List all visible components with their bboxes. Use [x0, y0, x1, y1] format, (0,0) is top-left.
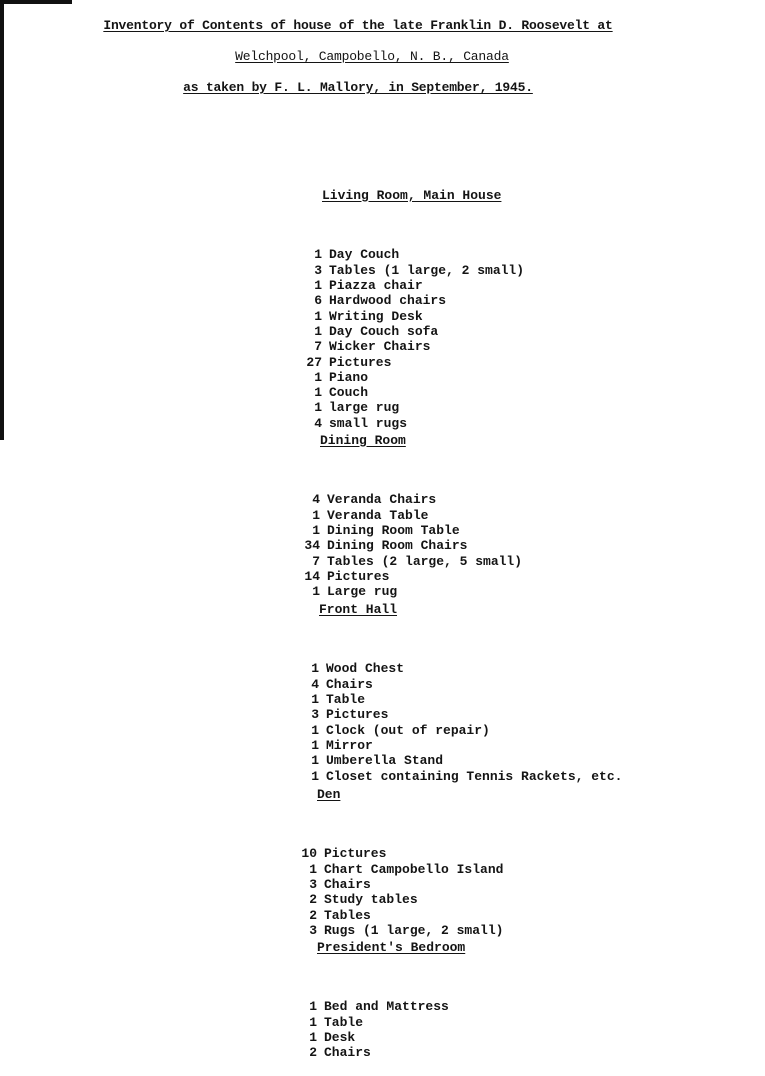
item-quantity: 1: [311, 768, 319, 784]
inventory-item: [295, 862, 503, 877]
item-quantity: 1: [314, 308, 322, 324]
item-description: Bed and Mattress: [324, 999, 449, 1015]
item-description: Clock (out of repair): [326, 722, 490, 738]
item-spacer: [317, 1045, 324, 1060]
item-quantity: 10: [301, 846, 317, 862]
section-title: Den: [317, 786, 341, 802]
item-spacer: [317, 892, 324, 907]
item-quantity: 3: [311, 707, 319, 723]
item-quantity: 1: [314, 278, 322, 294]
item-quantity: 6: [314, 293, 322, 309]
section-title: Front Hall: [319, 601, 398, 617]
item-description: Veranda Chairs: [327, 492, 437, 508]
item-quantity: 1: [311, 753, 319, 769]
item-spacer: [319, 692, 326, 707]
item-spacer: [317, 999, 324, 1014]
item-spacer: [317, 1015, 324, 1030]
scan-edge-mark: [0, 0, 4, 440]
section-title: President's Bedroom: [317, 939, 466, 955]
inventory-item: [300, 355, 524, 370]
inventory-item: [295, 999, 465, 1014]
inventory-item: [300, 263, 524, 278]
item-description: Closet containing Tennis Rackets, etc.: [326, 768, 623, 784]
item-spacer: [320, 523, 327, 538]
item-quantity: 1: [311, 737, 319, 753]
inventory-item: [300, 324, 524, 339]
inventory-item: [295, 846, 503, 861]
document-title-line-3: as taken by F. L. Mallory, in September, 1945.: [183, 80, 533, 95]
item-description: Day Couch: [329, 247, 400, 263]
item-quantity: 3: [309, 922, 317, 938]
item-list: [295, 999, 465, 1060]
item-spacer: [320, 492, 327, 507]
document-title-line-2: Welchpool, Campobello, N. B., Canada: [235, 49, 509, 64]
item-description: Veranda Table: [327, 507, 429, 523]
inventory-item: [300, 339, 524, 354]
section-title: Dining Room: [320, 432, 406, 448]
item-quantity: 7: [314, 339, 322, 355]
item-description: Chairs: [324, 877, 371, 893]
item-description: Chairs: [326, 676, 373, 692]
item-spacer: [319, 738, 326, 753]
item-description: Umberella Stand: [326, 753, 444, 769]
item-description: Tables (2 large, 5 small): [327, 553, 523, 569]
item-quantity: 34: [304, 538, 320, 554]
inventory-item: [295, 1045, 465, 1060]
item-description: Study tables: [324, 892, 418, 908]
item-quantity: 27: [306, 354, 322, 370]
item-quantity: 4: [314, 415, 322, 431]
item-spacer: [322, 324, 329, 339]
item-spacer: [319, 723, 326, 738]
item-spacer: [317, 1030, 324, 1045]
inventory-item: [298, 538, 522, 553]
item-spacer: [322, 247, 329, 262]
item-description: Pictures: [326, 707, 389, 723]
section-presidents-bedroom: [295, 909, 465, 1076]
item-quantity: 3: [309, 877, 317, 893]
item-spacer: [322, 355, 329, 370]
item-description: Day Couch sofa: [329, 323, 439, 339]
item-quantity: 1: [309, 1030, 317, 1046]
item-quantity: 1: [314, 323, 322, 339]
inventory-item: [295, 877, 503, 892]
item-description: Couch: [329, 385, 369, 401]
scan-edge-mark: [0, 0, 72, 4]
item-quantity: 14: [304, 568, 320, 584]
inventory-item: [297, 661, 622, 676]
item-description: Chairs: [324, 1045, 371, 1061]
item-description: Tables (1 large, 2 small): [329, 262, 525, 278]
item-quantity: 1: [314, 369, 322, 385]
item-quantity: 1: [309, 999, 317, 1015]
item-description: Hardwood chairs: [329, 293, 447, 309]
inventory-item: [300, 293, 524, 308]
item-quantity: 1: [311, 722, 319, 738]
item-spacer: [322, 293, 329, 308]
inventory-item: [298, 508, 522, 523]
item-quantity: 1: [309, 1014, 317, 1030]
item-quantity: 1: [314, 385, 322, 401]
item-description: Mirror: [326, 737, 373, 753]
item-spacer: [317, 862, 324, 877]
item-quantity: 1: [314, 400, 322, 416]
item-quantity: 1: [312, 507, 320, 523]
item-description: Chart Campobello Island: [324, 861, 504, 877]
inventory-item: [300, 247, 524, 262]
item-description: Writing Desk: [329, 308, 423, 324]
item-description: Wood Chest: [326, 661, 405, 677]
item-description: large rug: [329, 400, 400, 416]
item-description: Desk: [324, 1030, 356, 1046]
item-quantity: 4: [311, 676, 319, 692]
item-description: Dining Room Table: [327, 523, 460, 539]
inventory-item: [300, 278, 524, 293]
item-spacer: [322, 263, 329, 278]
item-spacer: [317, 846, 324, 861]
item-description: small rugs: [329, 415, 408, 431]
item-quantity: 3: [314, 262, 322, 278]
section-title: Living Room, Main House: [322, 187, 502, 203]
item-quantity: 4: [312, 492, 320, 508]
document-title-line-1: Inventory of Contents of house of the late Franklin D. Roosevelt at: [103, 18, 613, 33]
item-quantity: 1: [312, 584, 320, 600]
item-quantity: 1: [314, 247, 322, 263]
item-description: Tables: [324, 907, 371, 923]
item-spacer: [319, 707, 326, 722]
item-description: Piazza chair: [329, 278, 423, 294]
item-quantity: 2: [309, 892, 317, 908]
item-description: Rugs (1 large, 2 small): [324, 922, 504, 938]
inventory-item: [298, 554, 522, 569]
item-description: Pictures: [327, 568, 390, 584]
inventory-item: [295, 1030, 465, 1045]
inventory-item: [295, 1015, 465, 1030]
item-description: Piano: [329, 369, 369, 385]
inventory-item: [297, 677, 622, 692]
inventory-item: [298, 492, 522, 507]
item-description: Wicker Chairs: [329, 339, 431, 355]
inventory-item: [298, 523, 522, 538]
item-spacer: [320, 554, 327, 569]
inventory-item: [297, 692, 622, 707]
item-description: Large rug: [327, 584, 398, 600]
item-spacer: [322, 385, 329, 400]
item-spacer: [317, 877, 324, 892]
inventory-item: [300, 370, 524, 385]
item-description: Dining Room Chairs: [327, 538, 468, 554]
item-description: Table: [326, 692, 366, 708]
inventory-item: [300, 385, 524, 400]
inventory-item: [297, 723, 622, 738]
item-description: Pictures: [324, 846, 387, 862]
item-spacer: [322, 370, 329, 385]
inventory-item: [297, 738, 622, 753]
item-quantity: 2: [309, 1045, 317, 1061]
item-quantity: 2: [309, 907, 317, 923]
item-quantity: 1: [311, 661, 319, 677]
item-spacer: [322, 278, 329, 293]
inventory-item: [297, 707, 622, 722]
item-spacer: [319, 661, 326, 676]
item-quantity: 1: [311, 692, 319, 708]
inventory-item: [295, 892, 503, 907]
item-spacer: [319, 677, 326, 692]
item-quantity: 1: [312, 523, 320, 539]
item-spacer: [322, 339, 329, 354]
item-spacer: [320, 538, 327, 553]
item-spacer: [322, 309, 329, 324]
item-spacer: [320, 508, 327, 523]
inventory-item: [300, 309, 524, 324]
item-quantity: 1: [309, 861, 317, 877]
item-description: Table: [324, 1014, 364, 1030]
item-description: Pictures: [329, 354, 392, 370]
item-quantity: 7: [312, 553, 320, 569]
